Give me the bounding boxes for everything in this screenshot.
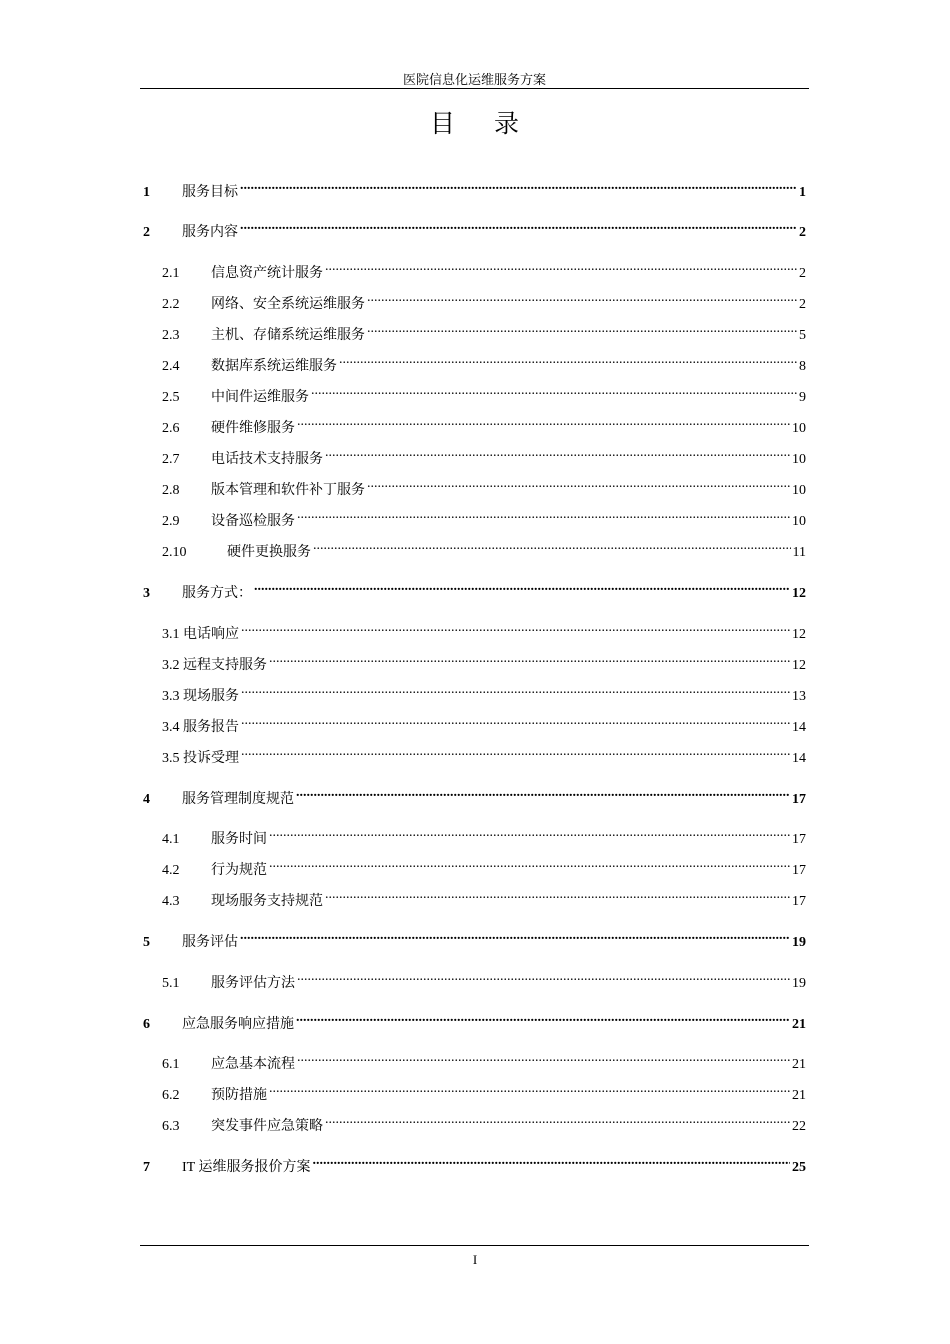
toc-dot-leader — [269, 823, 790, 843]
toc-dot-leader — [367, 288, 797, 308]
toc-dot-leader — [367, 319, 797, 339]
toc-entry-number: 2.7 — [162, 452, 180, 467]
toc-entry-number: 2.9 — [162, 514, 180, 529]
toc-entry[interactable] — [162, 350, 806, 374]
toc-entry-page: 21 — [792, 1088, 806, 1103]
toc-dot-leader — [325, 885, 790, 905]
toc-entry[interactable] — [162, 474, 806, 498]
toc-entry-title: 3.2 远程支持服务 — [162, 658, 267, 673]
toc-entry[interactable] — [143, 926, 806, 950]
toc-entry-page: 10 — [792, 514, 806, 529]
toc-entry[interactable] — [162, 967, 806, 991]
toc-entry[interactable] — [162, 742, 806, 766]
toc-entry[interactable] — [162, 885, 806, 909]
toc-entry-title: 硬件更换服务 — [227, 545, 311, 560]
toc-entry-page: 2 — [799, 225, 806, 240]
toc-entry[interactable] — [143, 176, 806, 200]
toc-dot-leader — [367, 474, 790, 494]
toc-dot-leader — [312, 1151, 790, 1171]
toc-entry-title: 服务时间 — [211, 832, 267, 847]
toc-entry-number: 2.3 — [162, 328, 180, 343]
toc-entry-page: 17 — [792, 863, 806, 878]
toc-entry-title: 现场服务支持规范 — [211, 894, 323, 909]
toc-entry-number: 4.1 — [162, 832, 180, 847]
toc-dot-leader — [325, 443, 790, 463]
toc-entry-title: 数据库系统运维服务 — [211, 359, 337, 374]
toc-entry-number: 2.1 — [162, 266, 180, 281]
toc-entry-title: 服务管理制度规范 — [182, 792, 294, 807]
toc-entry[interactable] — [162, 536, 806, 560]
toc-entry-title: 主机、存储系统运维服务 — [211, 328, 365, 343]
toc-entry-number: 6.1 — [162, 1057, 180, 1072]
toc-dot-leader — [240, 176, 797, 196]
toc-entry-title: 中间件运维服务 — [211, 390, 309, 405]
toc-entry[interactable] — [143, 1008, 806, 1032]
toc-entry-number: 2.8 — [162, 483, 180, 498]
toc-entry-number: 5.1 — [162, 976, 180, 991]
toc-entry-page: 12 — [792, 586, 806, 601]
toc-dot-leader — [325, 1110, 790, 1130]
toc-entry-title: 服务评估方法 — [211, 976, 295, 991]
toc-dot-leader — [269, 649, 790, 669]
footer-rule — [140, 1245, 809, 1246]
toc-entry-title: 3.4 服务报告 — [162, 720, 239, 735]
toc-entry-page: 14 — [792, 751, 806, 766]
toc-entry-page: 19 — [792, 976, 806, 991]
toc-entry-title: 设备巡检服务 — [211, 514, 295, 529]
toc-entry-number: 5 — [143, 935, 150, 950]
toc-entry-number: 2.10 — [162, 545, 187, 560]
toc-entry-number: 4.2 — [162, 863, 180, 878]
toc-entry-page: 22 — [792, 1119, 806, 1134]
toc-entry-title: 服务方式： — [182, 586, 252, 601]
toc-entry[interactable] — [143, 783, 806, 807]
toc-entry-title: 网络、安全系统运维服务 — [211, 297, 365, 312]
toc-entry-page: 2 — [799, 266, 806, 281]
toc-dot-leader — [254, 577, 790, 597]
toc-dot-leader — [297, 412, 790, 432]
toc-entry-title: IT 运维服务报价方案 — [182, 1160, 311, 1175]
toc-entry-number: 2.2 — [162, 297, 180, 312]
toc-dot-leader — [240, 926, 790, 946]
toc-entry-page: 21 — [792, 1057, 806, 1072]
toc-dot-leader — [241, 680, 790, 700]
toc-dot-leader — [297, 1048, 790, 1068]
toc-entry-title: 版本管理和软件补丁服务 — [211, 483, 365, 498]
toc-entry-page: 8 — [799, 359, 806, 374]
toc-entry-page: 17 — [792, 832, 806, 847]
toc-dot-leader — [269, 1079, 790, 1099]
toc-entry-title: 突发事件应急策略 — [211, 1119, 323, 1134]
toc-entry[interactable] — [162, 381, 806, 405]
toc-entry[interactable] — [162, 319, 806, 343]
toc-dot-leader — [241, 618, 790, 638]
toc-title-char-1: 目 — [429, 111, 456, 138]
toc-entry-title: 3.5 投诉受理 — [162, 751, 239, 766]
toc-entry[interactable] — [162, 649, 806, 673]
toc-entry-number: 7 — [143, 1160, 150, 1175]
toc-entry-number: 6.3 — [162, 1119, 180, 1134]
toc-entry-title: 服务内容 — [182, 225, 238, 240]
toc-entry-page: 17 — [792, 894, 806, 909]
toc-entry[interactable] — [143, 1151, 806, 1175]
toc-entry[interactable] — [162, 854, 806, 878]
toc-dot-leader — [311, 381, 797, 401]
toc-entry-title: 3.3 现场服务 — [162, 689, 239, 704]
toc-entry-title: 服务目标 — [182, 185, 238, 200]
toc-entry-title: 电话技术支持服务 — [211, 452, 323, 467]
toc-entry[interactable] — [162, 505, 806, 529]
footer-page-number: I — [472, 1252, 478, 1267]
toc-entry-title: 预防措施 — [211, 1088, 267, 1103]
toc-entry-page: 9 — [799, 390, 806, 405]
toc-entry-number: 2.4 — [162, 359, 180, 374]
toc-entry-page: 1 — [799, 185, 806, 200]
toc-dot-leader — [313, 536, 791, 556]
toc-entry-number: 3 — [143, 586, 150, 601]
toc-dot-leader — [296, 1008, 790, 1028]
toc-entry[interactable] — [162, 1048, 806, 1072]
toc-dot-leader — [241, 711, 790, 731]
toc-entry-title: 硬件维修服务 — [211, 421, 295, 436]
toc-entry-number: 6.2 — [162, 1088, 180, 1103]
toc-entry-title: 信息资产统计服务 — [211, 266, 323, 281]
toc-entry-title: 行为规范 — [211, 863, 267, 878]
toc-entry-page: 5 — [799, 328, 806, 343]
toc-entry[interactable] — [162, 1110, 806, 1134]
toc-entry-title: 服务评估 — [182, 935, 238, 950]
toc-entry-page: 2 — [799, 297, 806, 312]
toc-entry[interactable] — [162, 257, 806, 281]
toc-entry-number: 2.6 — [162, 421, 180, 436]
header-title: 医院信息化运维服务方案 — [402, 72, 546, 87]
toc-entry[interactable] — [162, 443, 806, 467]
toc-entry-page: 14 — [792, 720, 806, 735]
toc-entry[interactable] — [162, 711, 806, 735]
toc-entry[interactable] — [162, 823, 806, 847]
toc-entry-number: 2.5 — [162, 390, 180, 405]
toc-entry-page: 17 — [792, 792, 806, 807]
toc-entry-page: 11 — [792, 545, 806, 560]
toc-entry-page: 25 — [792, 1160, 806, 1175]
toc-entry-number: 4.3 — [162, 894, 180, 909]
toc-entry-page: 12 — [792, 658, 806, 673]
toc-dot-leader — [296, 783, 790, 803]
toc-entry-number: 2 — [143, 225, 150, 240]
toc-dot-leader — [297, 505, 790, 525]
toc-dot-leader — [240, 216, 797, 236]
toc-dot-leader — [339, 350, 797, 370]
toc-entry-number: 6 — [143, 1017, 150, 1032]
toc-entry-page: 10 — [792, 483, 806, 498]
toc-entry-number: 4 — [143, 792, 150, 807]
toc-dot-leader — [297, 967, 790, 987]
toc-entry[interactable] — [143, 216, 806, 240]
toc-entry-page: 13 — [792, 689, 806, 704]
toc-entry-page: 10 — [792, 421, 806, 436]
toc-entry-page: 10 — [792, 452, 806, 467]
toc-entry-title: 3.1 电话响应 — [162, 627, 239, 642]
toc-dot-leader — [325, 257, 797, 277]
toc-dot-leader — [241, 742, 790, 762]
toc-entry-number: 1 — [143, 185, 150, 200]
toc-entry[interactable] — [162, 618, 806, 642]
toc-entry[interactable] — [162, 412, 806, 436]
toc-entry-title: 应急基本流程 — [211, 1057, 295, 1072]
toc-entry[interactable] — [143, 577, 806, 601]
toc-entry-page: 12 — [792, 627, 806, 642]
toc-entry-title: 应急服务响应措施 — [182, 1017, 294, 1032]
toc-entry-page: 19 — [792, 935, 806, 950]
toc-entry-page: 21 — [792, 1017, 806, 1032]
toc-entry[interactable] — [162, 680, 806, 704]
toc-entry[interactable] — [162, 1079, 806, 1103]
toc-entry[interactable] — [162, 288, 806, 312]
toc-title-char-2: 录 — [494, 111, 521, 138]
toc-dot-leader — [269, 854, 790, 874]
